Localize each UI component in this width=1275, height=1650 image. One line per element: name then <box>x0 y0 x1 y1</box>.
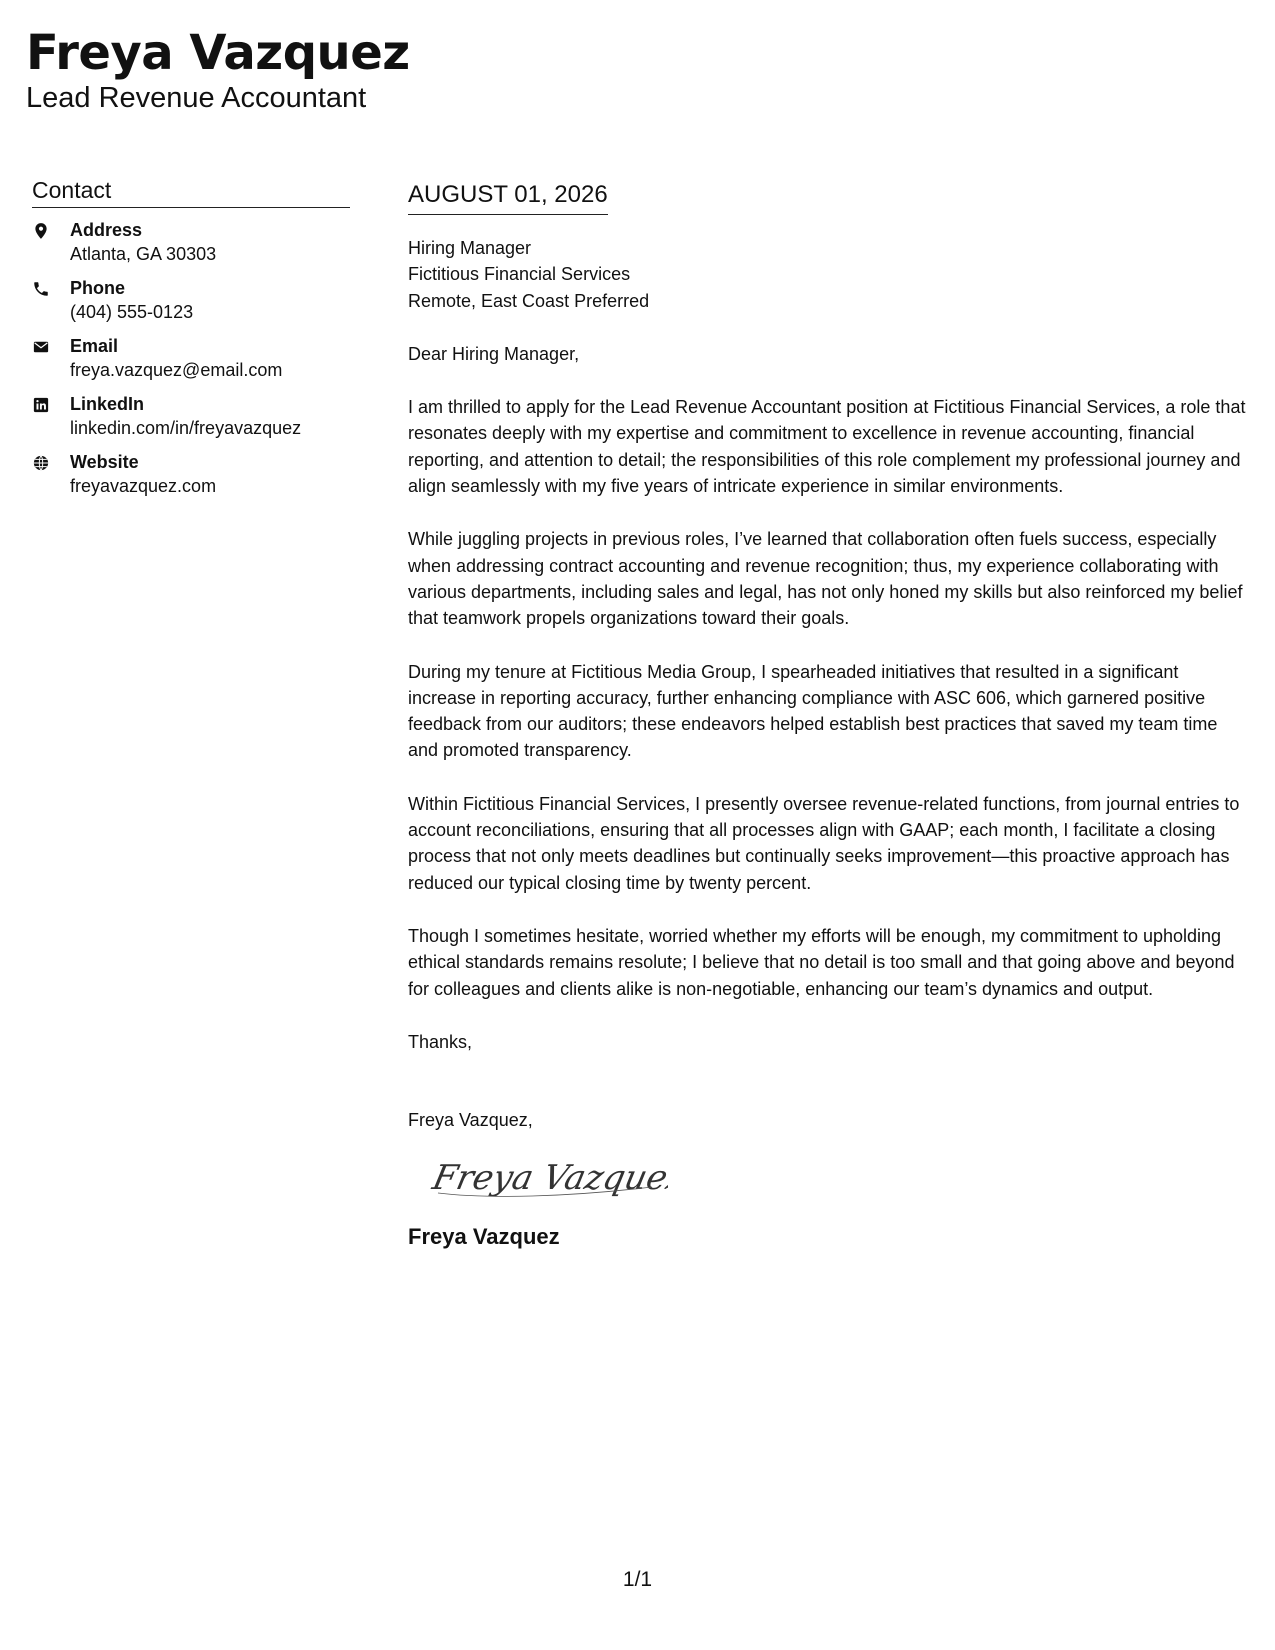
contact-label: LinkedIn <box>70 394 145 414</box>
body-paragraph: Though I sometimes hesitate, worried whether my efforts will be enough, my commitment to upholding ethical standards remains resolute; I believe that no detail is too small and that going above and beyond for colleagues and clients alike is non-negotiable, enhancing our team’s dynamics and output. <box>408 925 1235 999</box>
contact-item-linkedin <box>32 392 350 440</box>
recipient-line: Fictitious Financial Services <box>408 264 631 285</box>
contact-label: Website <box>70 452 139 472</box>
letter-body <box>408 178 1250 1251</box>
signature-image <box>428 1147 668 1211</box>
body-paragraph: While juggling projects in previous roles, I’ve learned that collaboration often fuels success, especially when addressing contract accounting and revenue recognition; thus, my experience collaborating with various departments, including sales and legal, has not only honed my skills but also reinforced my belief that teamwork propels organizations toward their goals. <box>408 529 1243 629</box>
recipient-block <box>408 235 1250 314</box>
printed-name: Freya Vazquez <box>408 1224 560 1250</box>
signoff-name: Freya Vazquez, <box>408 1110 533 1131</box>
linkedin-icon <box>32 392 70 416</box>
contact-item-phone <box>32 276 350 324</box>
applicant-title: Lead Revenue Accountant <box>26 82 367 114</box>
phone-value: (404) 555-0123 <box>70 302 194 322</box>
body-paragraph: Within Fictitious Financial Services, I presently oversee revenue-related functions, from journal entries to account reconciliations, ensuring that all processes align with GAAP; each month, I facilitate a closing process that not only meets deadlines but continually seeks improvement—this proactive approach has reduced our typical closing time by twenty percent. <box>408 793 1240 893</box>
handwritten-signature <box>428 1147 1250 1211</box>
envelope-icon <box>32 334 70 358</box>
recipient-line: Hiring Manager <box>408 238 532 258</box>
globe-icon <box>32 450 70 474</box>
contact-label: Phone <box>70 278 126 298</box>
recipient-line: Remote, East Coast Preferred <box>408 290 650 311</box>
email-value: freya.vazquez@email.com <box>70 360 283 380</box>
header <box>26 24 410 114</box>
contact-label: Email <box>70 336 119 356</box>
map-pin-icon <box>32 218 70 242</box>
contact-heading: Contact <box>32 175 350 208</box>
page-number: 1/1 <box>622 1568 653 1591</box>
salutation: Dear Hiring Manager, <box>408 343 580 364</box>
linkedin-value: linkedin.com/in/freyavazquez <box>70 418 302 438</box>
letter-date: AUGUST 01, 2026 <box>408 178 608 215</box>
contact-label: Address <box>70 220 143 240</box>
body-paragraph: I am thrilled to apply for the Lead Revenue Accountant position at Fictitious Financial Services, a role that resonates deeply with my expertise and commitment to excellence in revenue accounting, financial reporting, and attention to detail; the responsibilities of this role complement my professional journey and align seamlessly with my five years of intricate experience in similar environments. <box>408 397 1246 497</box>
website-value: freyavazquez.com <box>70 476 217 496</box>
contact-item-address <box>32 218 350 266</box>
contact-item-email <box>32 334 350 382</box>
applicant-name: Freya Vazquez <box>26 25 410 81</box>
phone-icon <box>32 276 70 300</box>
closing: Thanks, <box>408 1031 473 1052</box>
body-paragraph: During my tenure at Fictitious Media Group, I spearheaded initiatives that resulted in a significant increase in reporting accuracy, further enhancing compliance with ASC 606, which garnered positive feedback from our auditors; these endeavors helped establish best practices that saved my team time and promoted transparency. <box>408 661 1218 761</box>
address-value: Atlanta, GA 30303 <box>70 244 217 264</box>
contact-sidebar <box>32 175 350 508</box>
contact-item-website <box>32 450 350 498</box>
signature-text: Freya Vazquez <box>429 1158 668 1199</box>
